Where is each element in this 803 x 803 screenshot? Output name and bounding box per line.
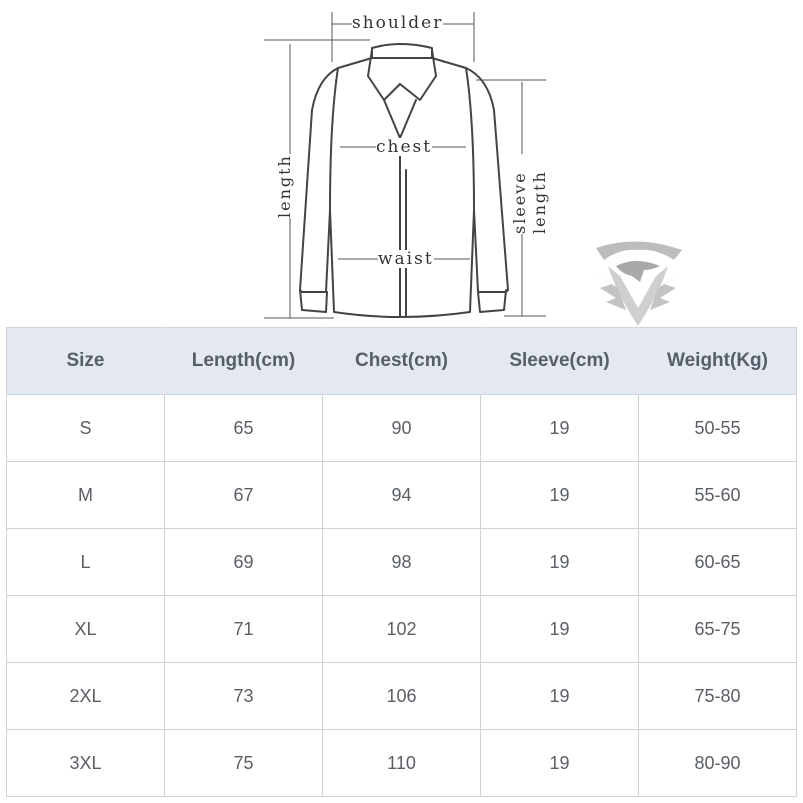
table-row — [7, 730, 797, 797]
cell-size: 3XL — [7, 730, 165, 797]
cell-chest: 90 — [323, 395, 481, 462]
sleeve-length-label: sleeve length — [510, 154, 550, 234]
cell-sleeve: 19 — [481, 529, 639, 596]
table-header-row — [7, 328, 797, 395]
header-size: Size — [7, 328, 165, 395]
header-chest: Chest(cm) — [323, 328, 481, 395]
cell-chest: 106 — [323, 663, 481, 730]
cell-size: XL — [7, 596, 165, 663]
cell-sleeve: 19 — [481, 596, 639, 663]
cell-sleeve: 19 — [481, 462, 639, 529]
cell-weight: 55-60 — [639, 462, 797, 529]
cell-weight: 75-80 — [639, 663, 797, 730]
cell-size: L — [7, 529, 165, 596]
cell-chest: 98 — [323, 529, 481, 596]
header-sleeve: Sleeve(cm) — [481, 328, 639, 395]
cell-length: 67 — [165, 462, 323, 529]
table-row — [7, 663, 797, 730]
cell-length: 73 — [165, 663, 323, 730]
cell-chest: 110 — [323, 730, 481, 797]
table-row — [7, 596, 797, 663]
cell-length: 75 — [165, 730, 323, 797]
cell-weight: 50-55 — [639, 395, 797, 462]
table-row — [7, 529, 797, 596]
table-row — [7, 462, 797, 529]
table-row — [7, 395, 797, 462]
cell-size: S — [7, 395, 165, 462]
cell-length: 65 — [165, 395, 323, 462]
cell-size: M — [7, 462, 165, 529]
cell-weight: 65-75 — [639, 596, 797, 663]
cell-sleeve: 19 — [481, 395, 639, 462]
cell-sleeve: 19 — [481, 730, 639, 797]
size-chart-table — [6, 327, 797, 797]
cell-length: 69 — [165, 529, 323, 596]
shoulder-label: shoulder — [352, 13, 444, 33]
cell-sleeve: 19 — [481, 663, 639, 730]
cell-weight: 80-90 — [639, 730, 797, 797]
length-label: length — [275, 154, 294, 218]
cell-size: 2XL — [7, 663, 165, 730]
waist-label: waist — [378, 249, 434, 269]
cell-length: 71 — [165, 596, 323, 663]
cell-chest: 94 — [323, 462, 481, 529]
header-weight: Weight(Kg) — [639, 328, 797, 395]
header-length: Length(cm) — [165, 328, 323, 395]
chest-label: chest — [376, 137, 433, 157]
cell-chest: 102 — [323, 596, 481, 663]
cell-weight: 60-65 — [639, 529, 797, 596]
